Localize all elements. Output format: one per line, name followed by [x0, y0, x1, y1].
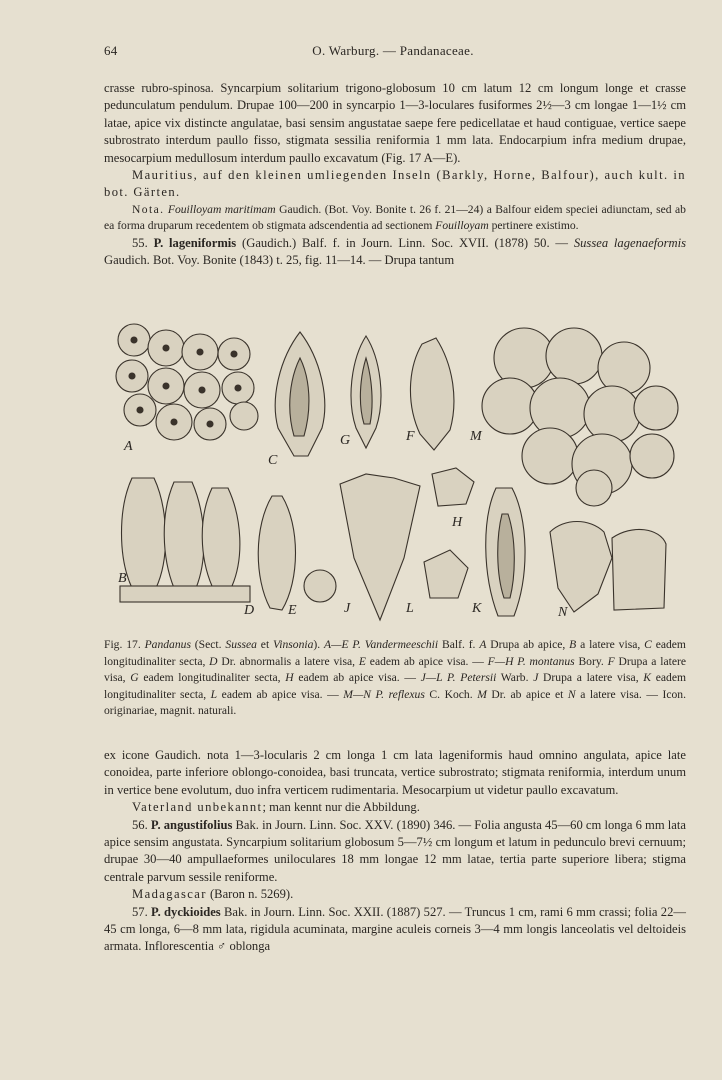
caption-fig-number: Fig. 17.	[104, 638, 141, 651]
paragraph-nota	[104, 202, 686, 235]
figure-label-c: C	[268, 453, 278, 468]
species-56-name: P. angustifolius	[150, 817, 233, 832]
caption-p2b: Bory.	[574, 654, 608, 668]
caption-p1d: Drupa ab apice,	[486, 638, 570, 651]
caption-sect1: Sussea	[225, 638, 257, 651]
species-57-entry	[104, 904, 686, 956]
caption-p1h: eadem longitudinaliter secta,	[104, 638, 686, 668]
species-56-number: 56.	[132, 817, 148, 832]
caption-text	[104, 637, 686, 720]
caption-p1f: a latere visa,	[576, 638, 645, 651]
caption-close: ).	[313, 638, 325, 651]
caption-p2f: eadem longitudinaliter secta,	[138, 671, 286, 685]
caption-p1g: C	[644, 638, 652, 651]
nota-end: pertinere existimo.	[488, 219, 579, 233]
caption-genus: Pandanus	[144, 638, 191, 651]
figure-label-g: G	[340, 433, 351, 448]
drupe-d	[258, 496, 295, 610]
caption-p4f: a latere visa. — Icon. originariae, magnit. naturali.	[104, 687, 686, 718]
caption-p2: F—H P. montanus	[487, 654, 575, 668]
vaterland-text: ; man kennt nur die Abbildung.	[262, 800, 420, 815]
figure-label-h: H	[452, 515, 463, 530]
figure-label-j: J	[344, 601, 351, 616]
figure-label-n: N	[558, 605, 568, 620]
drupe-section-c	[275, 332, 325, 456]
distribution-text: Mauritius, auf den kleinen umliegenden Inseln (Barkly, Horne, Balfour), auch kult. in bot. Gärten.	[104, 168, 686, 200]
caption-p2d: Drupa a latere visa,	[104, 654, 686, 685]
caption-p2e: G	[130, 671, 139, 685]
caption-p3h: eadem ab apice visa. —	[217, 687, 344, 701]
caption-p3: J—L P. Petersii	[420, 671, 497, 685]
caption-p3g: L	[210, 687, 218, 701]
drupe-n	[550, 522, 666, 613]
species-synonym: Sussea lagenaeformis	[573, 236, 686, 251]
text-block-bottom	[104, 747, 686, 956]
nota-species: Fouilloyam maritimam	[167, 202, 276, 216]
caption-p3d: Drupa a latere visa,	[538, 671, 644, 685]
figure-label-b: B	[118, 571, 127, 586]
caption-p3f: eadem longitudinaliter secta,	[104, 671, 686, 701]
species-55-entry	[104, 235, 686, 270]
nota-species-2: Fouilloyam	[435, 219, 489, 233]
caption-p2h: eadem ab apice visa. —	[293, 671, 421, 685]
species-name: P. lageniformis	[153, 236, 237, 251]
drupe-cluster-a	[116, 324, 258, 440]
species-citation-2: Gaudich. Bot. Voy. Bonite (1843) t. 25, fig. 11—14. — Drupa tantum	[104, 253, 455, 268]
caption-p1i: D	[209, 654, 218, 668]
drupe-h	[432, 468, 474, 506]
paragraph-vaterland	[104, 799, 686, 816]
caption-p3e: K	[643, 671, 652, 685]
figure-label-k: K	[472, 601, 482, 616]
vaterland-label: Vaterland unbekannt	[132, 800, 263, 815]
nota-label: Nota.	[132, 202, 165, 216]
madagascar-text: (Baron n. 5269).	[206, 887, 294, 902]
figure-17-illustration	[104, 318, 686, 634]
species-56-text: Bak. in Journ. Linn. Soc. XXV. (1890) 346. — Folia angusta 45—60 cm longa 6 mm lata apice sensim angustata. Syncarpium solitarium globosum 5—7½ cm longum et latum in pedunculo brevi cernuum; drupae 30—40 ampullaeformes uniloculares 18 mm longae 12 mm latae, tertia parte superiore libera; stigma centrale parvum sessile reniforme.	[104, 817, 686, 884]
caption-p2c: F	[607, 654, 615, 668]
caption-p1j: Dr. abnormalis a latere visa,	[217, 654, 359, 668]
caption-p2g: H	[285, 671, 294, 685]
page-number: 64	[104, 43, 118, 58]
species-57-number: 57.	[132, 904, 148, 919]
species-57-text: Bak. in Journ. Linn. Soc. XXII. (1887) 527. — Truncus 1 cm, rami 6 mm crassi; folia 22—45 cm longa, 6—8 mm lata, rigidula acuminata, margine aculeis corneis 3—4 mm longis lanceolatis vel deltoideis armata. Inflorescentia ♂ oblonga	[104, 904, 686, 954]
drupe-section-k	[486, 488, 525, 616]
drupe-cluster-m	[482, 328, 678, 506]
paragraph-distribution	[104, 167, 686, 202]
species-citation: (Gaudich.) Balf. f. in Journ. Linn. Soc. XVII. (1878) 50. —	[236, 236, 574, 251]
caption-p1k: E	[358, 654, 366, 668]
species-56-entry	[104, 817, 686, 887]
drupe-group-b	[120, 478, 250, 602]
figure-label-l: L	[406, 601, 414, 616]
caption-et: et	[256, 638, 274, 651]
figure-drawing	[104, 318, 686, 634]
caption-sect2: Vinsonia	[273, 638, 314, 651]
species-57-name: P. dyckioides	[151, 904, 221, 919]
paragraph-madagascar	[104, 886, 686, 903]
nota-text: Gaudich. (Bot. Voy. Bonite t. 26 f. 21—24) a Balfour eidem speciei adiunctam, sed ab ea forma druparum recedentem ob stigmata adscendentia ad sectionem	[104, 202, 686, 233]
running-head: O. Warburg. — Pandanaceae.	[312, 43, 474, 58]
caption-p1c: A	[479, 638, 487, 651]
species-number: 55.	[132, 236, 148, 251]
caption-p1b: Balf. f.	[438, 638, 480, 651]
caption-p3c: J	[533, 671, 539, 685]
figure-label-a: A	[124, 439, 133, 454]
caption-p4c: M	[477, 687, 487, 701]
drupe-section-g	[351, 336, 381, 448]
caption-p4: M—N P. reflexus	[343, 687, 425, 701]
caption-sect: (Sect.	[190, 638, 226, 651]
caption-p3b: Warb.	[496, 671, 534, 685]
caption-p1: A—E P. Vandermeeschii	[324, 638, 439, 651]
caption-p4b: C. Koch.	[424, 687, 478, 701]
caption-p1e: B	[569, 638, 577, 651]
text-block-top	[104, 80, 686, 270]
drupe-l	[424, 550, 468, 598]
drupe-e	[304, 570, 336, 602]
figure-label-e: E	[288, 603, 297, 618]
caption-p4d: Dr. ab apice et	[486, 687, 568, 701]
paragraph-description: crasse rubro-spinosa. Syncarpium solitarium trigono-globosum 10 cm latum 12 cm longum longe et crasse pedunculatum pendulum. Drupae 100—200 in syncarpio 1—3-loculares fusiformes 2½—3 cm longae 1—1½ cm latae, apice vix distincte angulatae, basi sensim angustatae saepe fere pedicellatae et haud contiguae, vertice saepe subrostrato interdum paullo fisso, stigmata sessilia reniformia 1 mm lata. Endocarpium infra medium drupae, mesocarpium medullosum interdum paullo excavatum (Fig. 17 A—E).	[104, 81, 686, 165]
page-header	[104, 43, 682, 61]
figure-label-d: D	[244, 603, 255, 618]
drupe-j	[340, 474, 420, 620]
figure-caption	[104, 637, 686, 720]
caption-p4e: N	[567, 687, 576, 701]
figure-label-m: M	[470, 429, 482, 444]
paragraph-continuation: ex icone Gaudich. nota 1—3-locularis 2 cm longa 1 cm lata lageniformis haud omnino angulata, apice late conoidea, parte inferiore oblongo-conoidea, basi truncata, vertice subrostrato; stigmata reniformia, interdum unum in vertice bene evolutum, duo infra verticem rudimentaria. Mesocarpium ut videtur paullo excavatum.	[104, 748, 686, 797]
drupe-f	[410, 338, 453, 450]
madagascar-label: Madagascar	[132, 887, 207, 902]
figure-label-f: F	[406, 429, 415, 444]
caption-p1l: eadem ab apice visa. —	[365, 654, 488, 668]
